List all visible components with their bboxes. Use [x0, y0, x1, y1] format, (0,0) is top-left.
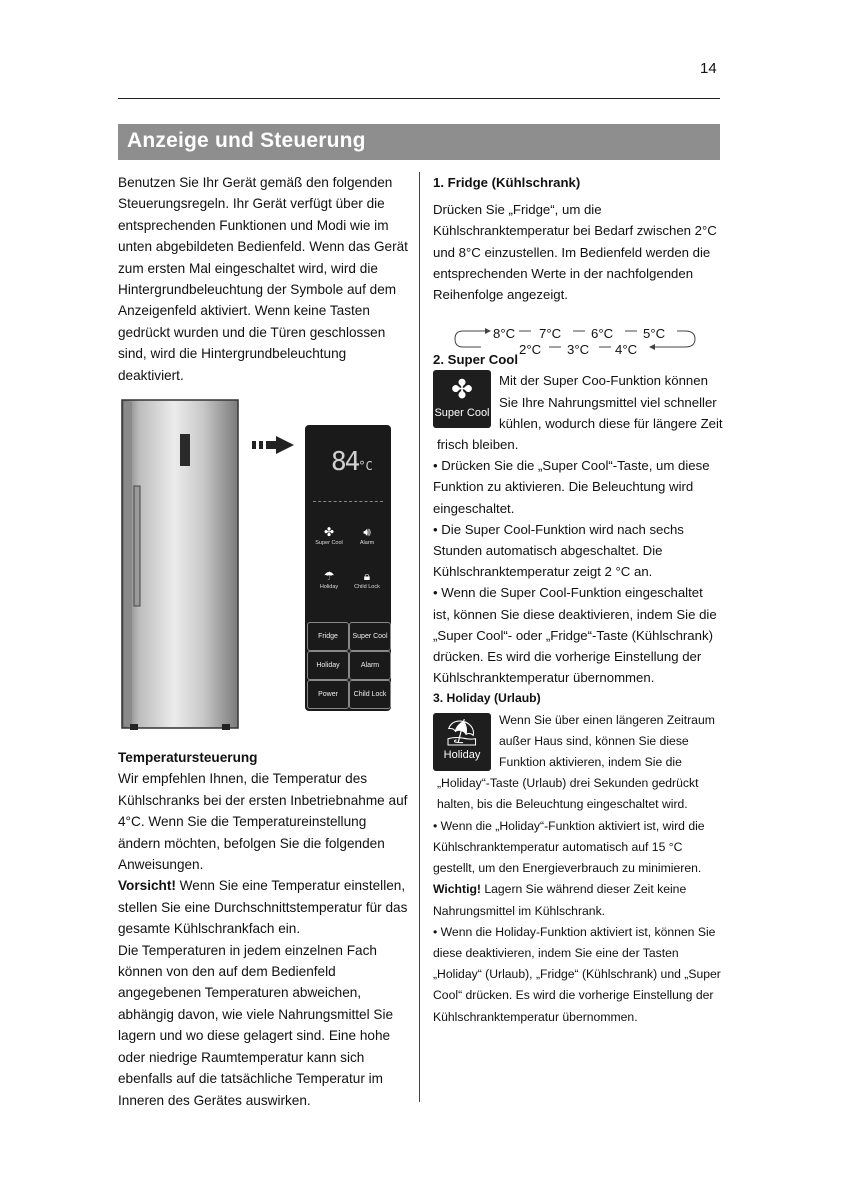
seq-temp: 4°C — [615, 342, 638, 358]
temperature-heading: Temperatursteuerung — [118, 750, 258, 765]
seq-temp: 3°C — [567, 342, 590, 358]
super-cool-bullet-3: • Wenn die Super Cool-Funktion eingeschaltet ist, können Sie diese deaktivieren, indem Sie die „Super Cool“- oder „Fridge“-Taste (Kühlschrank) drücken. Es wird die vorherige Einstellung der Kühlschranktemperatur übernommen. — [433, 585, 717, 686]
umbrella-icon: ☂ — [323, 569, 335, 583]
important-label: Wichtig! — [433, 882, 481, 897]
holiday-section — [433, 710, 723, 1028]
temperature-paragraph-1: Wir empfehlen Ihnen, die Temperatur des Kühlschranks bei der ersten Inbetriebnahme auf 4°C. Wenn Sie die Temperatureinstellung ändern möchten, befolgen Sie die folgenden Anweisungen. — [118, 771, 408, 873]
important-paragraph — [433, 879, 723, 921]
functions-column — [433, 172, 723, 1028]
caution-label: Vorsicht! — [118, 878, 176, 894]
temperature-unit: °C — [358, 459, 373, 473]
super-cool-intro: Mit der Super Coo-Funktion können Sie Ihre Nahrungsmittel viel schneller kühlen, wodurch diese für längere Zeit frisch bleiben. — [437, 373, 723, 453]
section-title: Anzeige und Steuerung — [127, 129, 366, 152]
caution-text: Wenn Sie eine Temperatur einstellen, stellen Sie eine Durchschnittstemperatur für das gesamte Kühlschrankfach ein. — [118, 878, 408, 937]
section-banner — [118, 124, 720, 160]
header-rule — [118, 98, 720, 99]
beach-umbrella-icon: ⛱ — [445, 716, 479, 747]
holiday-bullet-2: • Wenn die Holiday-Funktion aktiviert ist, können Sie diese deaktivieren, indem Sie eine der Tasten „Holiday“ (Urlaub), „Fridge“ (Kühlschrank) und „Super Cool“ drücken. Es wird die vorherige Einstellung der Kühlschranktemperatur übernommen. — [433, 924, 721, 1024]
child-lock-button[interactable]: Child Lock — [349, 680, 391, 709]
page-number: 14 — [700, 60, 717, 77]
intro-column — [118, 172, 410, 386]
display-dotted-line — [313, 501, 383, 502]
super-cool-bullet-2: • Die Super Cool-Funktion wird nach sechs Stunden automatisch abgeschaltet. Die Kühlschranktemperatur zeigt 2 °C an. — [433, 521, 684, 580]
fridge-paragraph: Drücken Sie „Fridge“, um die Kühlschranktemperatur bei Bedarf zwischen 2°C und 8°C einzustellen. Im Bedienfeld werden die entsprechenden Werte in der nachfolgenden Reihenfolge angezeigt. — [433, 202, 717, 303]
intro-paragraph: Benutzen Sie Ihr Gerät gemäß den folgenden Steuerungsregeln. Ihr Gerät verfügt über die entsprechenden Funktionen und Modi wie im unten abgebildeten Bedienfeld. Wenn das Gerät zum ersten Mal eingeschaltet wird, wird die Hintergrundbeleuchtung der Symbole auf dem Anzeigenfeld aktiviert. Wenn keine Tasten gedrückt wurden und die Türen geschlossen sind, wird die Hintergrundbeleuchtung deaktiviert. — [118, 175, 408, 383]
seq-temp: 7°C — [539, 326, 562, 342]
super-cool-heading: 2. Super Cool — [433, 352, 518, 368]
important-text: Lagern Sie während dieser Zeit keine Nahrungsmittel im Kühlschrank. — [433, 882, 687, 918]
temperature-control-section — [118, 747, 410, 1111]
speaker-icon: 🔊︎ — [363, 525, 371, 539]
super-cool-button[interactable]: Super Cool — [349, 622, 391, 651]
super-cool-bullet-1: • Drücken Sie die „Super Cool“-Taste, um diese Funktion zu aktivieren. Die Beleuchtung wird eingeschaltet. — [433, 458, 710, 516]
seq-temp: 6°C — [591, 326, 614, 342]
holiday-bullet-1: • Wenn die „Holiday“-Funktion aktiviert ist, wird die Kühlschranktemperatur automatisch auf 15 °C gestellt, um den Energieverbrauch zu minimieren. — [433, 818, 705, 876]
lock-icon: 🔒︎ — [363, 569, 371, 583]
seq-temp: 5°C — [643, 326, 666, 342]
holiday-intro: Wenn Sie über einen längeren Zeitraum außer Haus sind, können Sie diese Funktion aktivieren, indem Sie die „Holiday“-Taste (Urlaub) drei Sekunden gedrückt halten, bis die Beleuchtung eingeschaltet wird. — [437, 712, 715, 812]
holiday-heading: 3. Holiday (Urlaub) — [433, 691, 541, 706]
column-divider — [419, 172, 420, 1102]
caution-paragraph — [118, 875, 410, 939]
fan-icon: ✤ — [451, 374, 473, 405]
super-cool-indicator: ✤ Super Cool — [311, 525, 347, 547]
holiday-button[interactable]: Holiday — [307, 651, 349, 680]
fridge-button[interactable]: Fridge — [307, 622, 349, 651]
child-lock-indicator: 🔒︎ Child Lock — [349, 569, 385, 591]
temperature-display: 84 — [331, 447, 359, 477]
seq-temp: 2°C — [519, 342, 542, 358]
alarm-button[interactable]: Alarm — [349, 651, 391, 680]
super-cool-icon-box: ✤ Super Cool — [433, 370, 491, 428]
power-button[interactable]: Power — [307, 680, 349, 709]
seq-temp: 8°C — [493, 326, 516, 342]
temperature-sequence — [433, 319, 723, 375]
fridge-heading: 1. Fridge (Kühlschrank) — [433, 175, 581, 190]
fridge-illustration — [120, 398, 240, 732]
control-panel — [305, 425, 391, 711]
holiday-icon-box: ⛱ Holiday — [433, 713, 491, 771]
dashed-arrow-icon — [252, 436, 294, 454]
temperature-paragraph-2: Die Temperaturen in jedem einzelnen Fach können von den auf dem Bedienfeld angegebenen Temperaturen abweichen, abhängig davon, wie viele Nahrungsmittel Sie lagern und wo diese gelagert sind. Eine hohe oder niedrige Raumtemperatur kann sich ebenfalls auf die tatsächliche Temperatur im Inneren des Gerätes auswirken. — [118, 942, 394, 1108]
fan-icon: ✤ — [323, 525, 335, 539]
alarm-indicator: 🔊︎ Alarm — [349, 525, 385, 547]
holiday-indicator: ☂ Holiday — [311, 569, 347, 591]
